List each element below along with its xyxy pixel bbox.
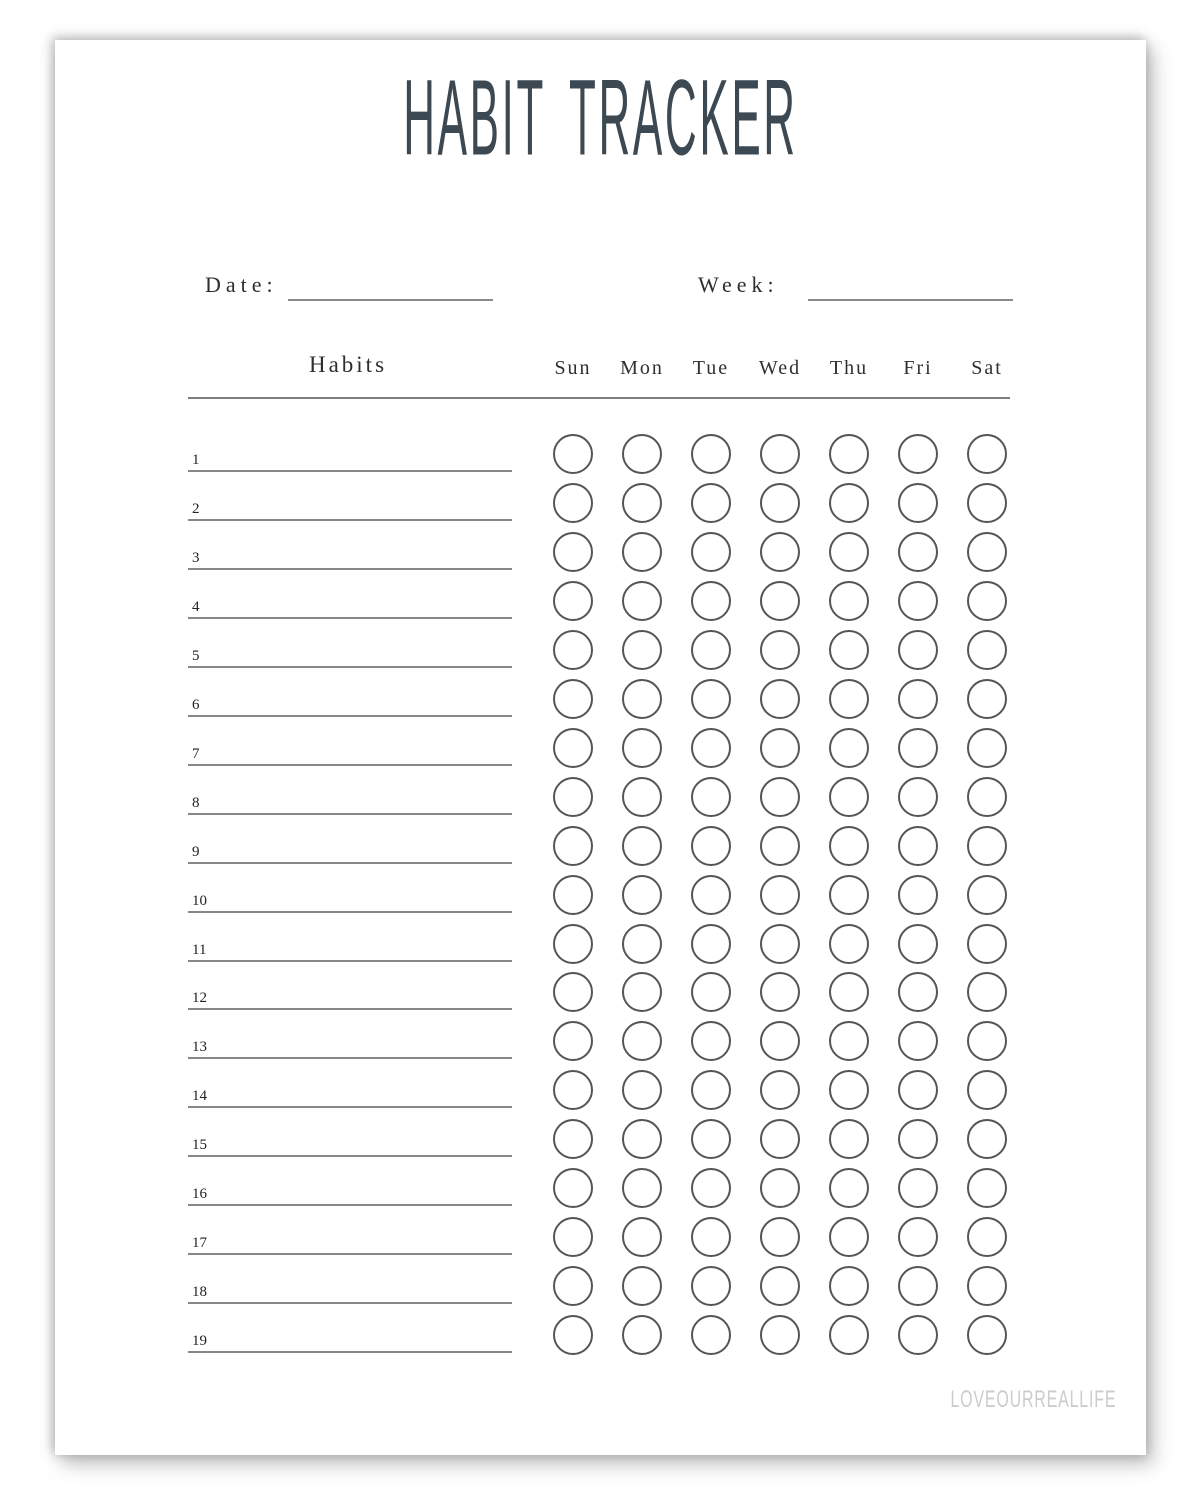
habit-checkbox-circle [760,434,800,474]
habit-checkbox-circle [760,1168,800,1208]
habit-checkbox-circle [760,532,800,572]
habit-checkbox-circle [829,679,869,719]
habit-checkbox-circle [553,532,593,572]
habit-checkbox-circle [967,483,1007,523]
habit-checkbox-circle [691,1266,731,1306]
habit-checkbox-circle [622,924,662,964]
habit-checkbox-circle [967,630,1007,670]
row-number: 15 [192,1137,207,1154]
habit-checkbox-circle [898,630,938,670]
habit-checkbox-circle [553,1266,593,1306]
day-header-fri: Fri [903,357,933,379]
habit-name-line [188,1302,512,1304]
habit-checkbox-circle [553,777,593,817]
row-number: 8 [192,794,200,811]
habit-checkbox-circle [691,826,731,866]
day-header-mon: Mon [620,357,664,379]
habit-name-line [188,1351,512,1353]
habit-checkbox-circle [898,1266,938,1306]
habit-checkbox-circle [622,532,662,572]
habit-checkbox-circle [898,1021,938,1061]
habit-checkbox-circle [829,728,869,768]
habit-checkbox-circle [691,679,731,719]
habit-checkbox-circle [553,434,593,474]
habit-checkbox-circle [691,777,731,817]
habit-checkbox-circle [553,972,593,1012]
habit-checkbox-circle [967,777,1007,817]
habit-name-line [188,568,512,570]
habit-checkbox-circle [967,924,1007,964]
habit-checkbox-circle [967,1315,1007,1355]
habit-checkbox-circle [691,1217,731,1257]
row-number: 13 [192,1039,207,1056]
habit-checkbox-circle [691,532,731,572]
habit-name-line [188,470,512,472]
habit-checkbox-circle [829,1217,869,1257]
habit-checkbox-circle [691,728,731,768]
habit-checkbox-circle [622,483,662,523]
habit-checkbox-circle [622,1021,662,1061]
habit-checkbox-circle [829,1168,869,1208]
row-number: 10 [192,892,207,909]
habit-checkbox-circle [622,434,662,474]
habit-checkbox-circle [553,1168,593,1208]
row-number: 3 [192,549,200,566]
habit-checkbox-circle [898,1217,938,1257]
date-label: Date: [205,272,278,297]
habit-checkbox-circle [760,1021,800,1061]
habit-checkbox-circle [622,581,662,621]
row-number: 17 [192,1235,207,1252]
habit-checkbox-circle [829,434,869,474]
habit-checkbox-circle [691,483,731,523]
habit-checkbox-circle [829,924,869,964]
habit-checkbox-circle [898,875,938,915]
day-header-sat: Sat [971,357,1003,379]
date-blank-line [288,299,493,301]
habit-checkbox-circle [691,630,731,670]
habit-checkbox-circle [691,875,731,915]
habit-checkbox-circle [760,777,800,817]
row-number: 5 [192,647,200,664]
day-header-thu: Thu [829,357,869,379]
habit-checkbox-circle [898,728,938,768]
habit-name-line [188,1253,512,1255]
habit-checkbox-circle [622,1119,662,1159]
row-number: 11 [192,941,207,958]
habit-checkbox-circle [898,1070,938,1110]
habit-checkbox-circle [622,972,662,1012]
habit-checkbox-circle [691,1168,731,1208]
habit-checkbox-circle [967,826,1007,866]
habit-name-line [188,1057,512,1059]
habit-checkbox-circle [967,581,1007,621]
printable-page [55,40,1146,1455]
habit-checkbox-circle [553,728,593,768]
row-number: 18 [192,1284,207,1301]
habit-checkbox-circle [760,1070,800,1110]
habit-checkbox-circle [760,1266,800,1306]
habit-checkbox-circle [622,1168,662,1208]
habit-name-line [188,960,512,962]
habit-checkbox-circle [553,483,593,523]
habit-checkbox-circle [553,630,593,670]
habit-checkbox-circle [553,581,593,621]
week-blank-line [808,299,1013,301]
habit-name-line [188,764,512,766]
habit-checkbox-circle [691,1070,731,1110]
habit-checkbox-circle [967,1266,1007,1306]
day-header-tue: Tue [692,357,730,379]
habit-checkbox-circle [553,924,593,964]
habit-checkbox-circle [967,972,1007,1012]
habit-checkbox-circle [553,1021,593,1061]
habit-checkbox-circle [898,972,938,1012]
row-number: 14 [192,1088,207,1105]
habit-checkbox-circle [829,1266,869,1306]
habit-checkbox-circle [760,679,800,719]
habit-checkbox-circle [967,434,1007,474]
habit-name-line [188,862,512,864]
habit-name-line [188,1106,512,1108]
habit-checkbox-circle [829,1070,869,1110]
habit-name-line [188,1155,512,1157]
habit-checkbox-circle [760,1119,800,1159]
habit-checkbox-circle [553,875,593,915]
habit-checkbox-circle [553,1119,593,1159]
habit-checkbox-circle [691,581,731,621]
habit-checkbox-circle [967,1168,1007,1208]
habit-checkbox-circle [760,1217,800,1257]
habit-checkbox-circle [622,826,662,866]
habit-checkbox-circle [898,483,938,523]
habit-checkbox-circle [967,532,1007,572]
habit-name-line [188,617,512,619]
habit-checkbox-circle [691,1119,731,1159]
row-number: 19 [192,1333,207,1350]
habit-checkbox-circle [898,532,938,572]
habit-name-line [188,519,512,521]
habit-checkbox-circle [622,1266,662,1306]
habit-checkbox-circle [898,1119,938,1159]
habit-checkbox-circle [829,972,869,1012]
habit-checkbox-circle [622,1070,662,1110]
habit-checkbox-circle [622,875,662,915]
habit-checkbox-circle [622,630,662,670]
habit-checkbox-circle [553,826,593,866]
habit-checkbox-circle [829,777,869,817]
habit-checkbox-circle [760,483,800,523]
watermark-text: LOVEOURREALLIFE [950,1386,1116,1414]
habit-name-line [188,666,512,668]
habit-checkbox-circle [829,875,869,915]
habit-checkbox-circle [760,581,800,621]
row-number: 1 [192,452,200,468]
habit-checkbox-circle [829,1021,869,1061]
habit-checkbox-circle [553,679,593,719]
habit-checkbox-circle [691,434,731,474]
habit-checkbox-circle [829,1315,869,1355]
habit-checkbox-circle [760,630,800,670]
habit-checkbox-circle [760,728,800,768]
habit-checkbox-circle [760,826,800,866]
habit-name-line [188,813,512,815]
habit-checkbox-circle [691,1021,731,1061]
habit-checkbox-circle [829,826,869,866]
habit-checkbox-circle [967,1217,1007,1257]
habit-checkbox-circle [829,1119,869,1159]
habit-checkbox-circle [691,924,731,964]
row-number: 12 [192,990,207,1007]
habit-checkbox-circle [967,1070,1007,1110]
row-number: 16 [192,1186,207,1203]
habit-checkbox-circle [898,581,938,621]
day-header-sun: Sun [554,357,592,379]
row-number: 6 [192,696,200,713]
row-number: 7 [192,745,200,762]
page-title: HABIT TRACKER [403,57,798,179]
habit-checkbox-circle [898,1315,938,1355]
habit-checkbox-circle [898,924,938,964]
habit-checkbox-circle [898,826,938,866]
habit-checkbox-circle [898,1168,938,1208]
habit-checkbox-circle [622,728,662,768]
habit-checkbox-circle [622,1217,662,1257]
habit-checkbox-circle [898,777,938,817]
habit-checkbox-circle [760,924,800,964]
habit-name-line [188,911,512,913]
habit-checkbox-circle [760,972,800,1012]
habit-checkbox-circle [967,875,1007,915]
habit-checkbox-circle [898,434,938,474]
day-header-wed: Wed [758,357,802,379]
habit-name-line [188,1008,512,1010]
habit-checkbox-circle [967,1119,1007,1159]
habit-checkbox-circle [967,728,1007,768]
row-number: 2 [192,500,200,517]
row-number: 9 [192,843,200,860]
habit-checkbox-circle [622,679,662,719]
header-divider-line [188,397,1010,399]
habit-checkbox-circle [967,1021,1007,1061]
habit-checkbox-circle [829,532,869,572]
row-number: 4 [192,598,200,615]
habit-checkbox-circle [691,972,731,1012]
habit-checkbox-circle [760,1315,800,1355]
week-label: Week: [698,272,779,297]
habit-checkbox-circle [622,1315,662,1355]
habit-checkbox-circle [691,1315,731,1355]
habit-checkbox-circle [829,630,869,670]
habits-column-header: Habits [308,352,388,377]
habit-checkbox-circle [829,483,869,523]
habit-checkbox-circle [553,1315,593,1355]
habit-checkbox-circle [553,1070,593,1110]
habit-name-line [188,1204,512,1206]
habit-checkbox-circle [898,679,938,719]
habit-checkbox-circle [829,581,869,621]
habit-checkbox-circle [553,1217,593,1257]
habit-checkbox-circle [760,875,800,915]
habit-name-line [188,715,512,717]
habit-checkbox-circle [967,679,1007,719]
habit-checkbox-circle [622,777,662,817]
